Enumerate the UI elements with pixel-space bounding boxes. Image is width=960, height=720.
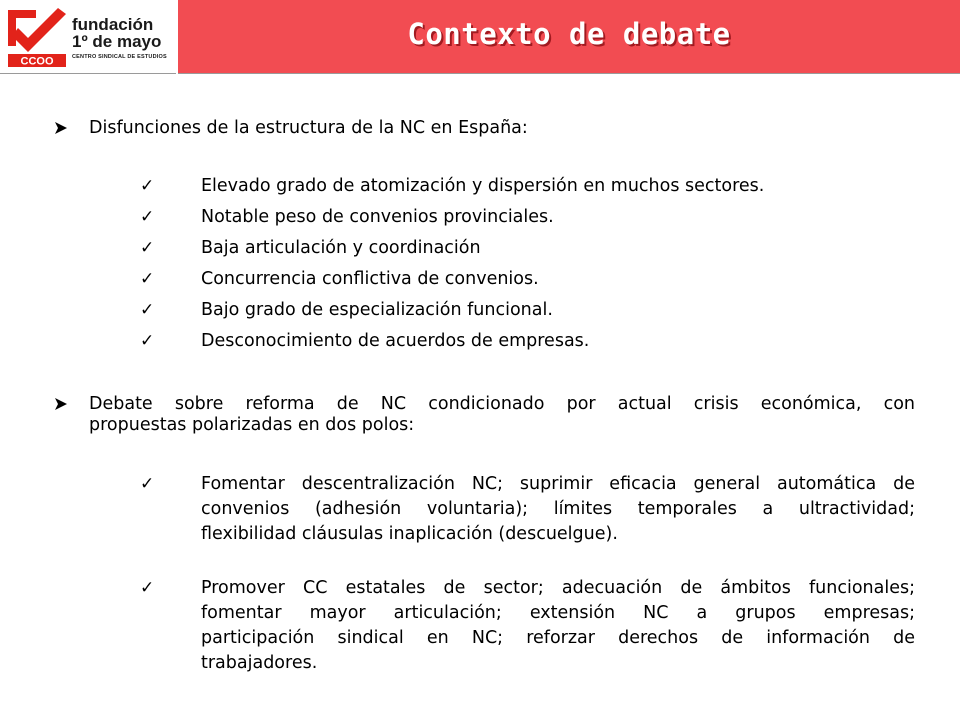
- item2-line3: participación sindical en NC; reforzar derechos de información de: [201, 628, 915, 648]
- item2-line4: trabajadores.: [201, 653, 318, 673]
- list-item: Bajo grado de especialización funcional.: [201, 300, 553, 320]
- section2-heading-line2: propuestas polarizadas en dos polos:: [89, 415, 415, 435]
- list-item: Concurrencia conflictiva de convenios.: [201, 269, 539, 289]
- section2-heading-line1: Debate sobre reforma de NC condicionado por actual crisis económica, con: [89, 394, 915, 414]
- ccoo-badge-text: CCOO: [20, 55, 54, 68]
- check-mark-icon: ✓: [140, 207, 155, 227]
- list-item: Notable peso de convenios provinciales.: [201, 207, 554, 227]
- list-item: Elevado grado de atomización y dispersión en muchos sectores.: [201, 176, 765, 196]
- check-mark-icon: ✓: [140, 300, 155, 320]
- list-item: Desconocimiento de acuerdos de empresas.: [201, 331, 590, 351]
- section1-heading: Disfunciones de la estructura de la NC en España:: [89, 118, 528, 138]
- item2-line1: Promover CC estatales de sector; adecuación de ámbitos funcionales;: [201, 578, 915, 598]
- check-mark-icon: ✓: [140, 269, 155, 289]
- arrow-bullet-icon: [54, 397, 68, 411]
- page-title: Contexto de debate: [407, 17, 731, 51]
- check-mark-icon: ✓: [140, 331, 155, 351]
- list-item: Baja articulación y coordinación: [201, 238, 481, 258]
- check-mark-icon: ✓: [140, 474, 155, 494]
- check-mark-icon: ✓: [140, 176, 155, 196]
- logo-line1: fundación: [72, 15, 154, 34]
- arrow-bullet-icon: [54, 121, 68, 135]
- logo-line2: 1º de mayo: [72, 32, 162, 51]
- item2-line2: fomentar mayor articulación; extensión NC a grupos empresas;: [201, 603, 915, 623]
- item1-line3: flexibilidad cláusulas inaplicación (descuelgue).: [201, 524, 618, 544]
- check-mark-icon: ✓: [140, 238, 155, 258]
- logo-subtitle: CENTRO SINDICAL DE ESTUDIOS: [72, 54, 167, 60]
- item1-line2: convenios (adhesión voluntaria); límites temporales a ultractividad;: [201, 499, 915, 519]
- item1-line1: Fomentar descentralización NC; suprimir eficacia general automática de: [201, 474, 915, 494]
- check-mark-icon: ✓: [140, 578, 155, 598]
